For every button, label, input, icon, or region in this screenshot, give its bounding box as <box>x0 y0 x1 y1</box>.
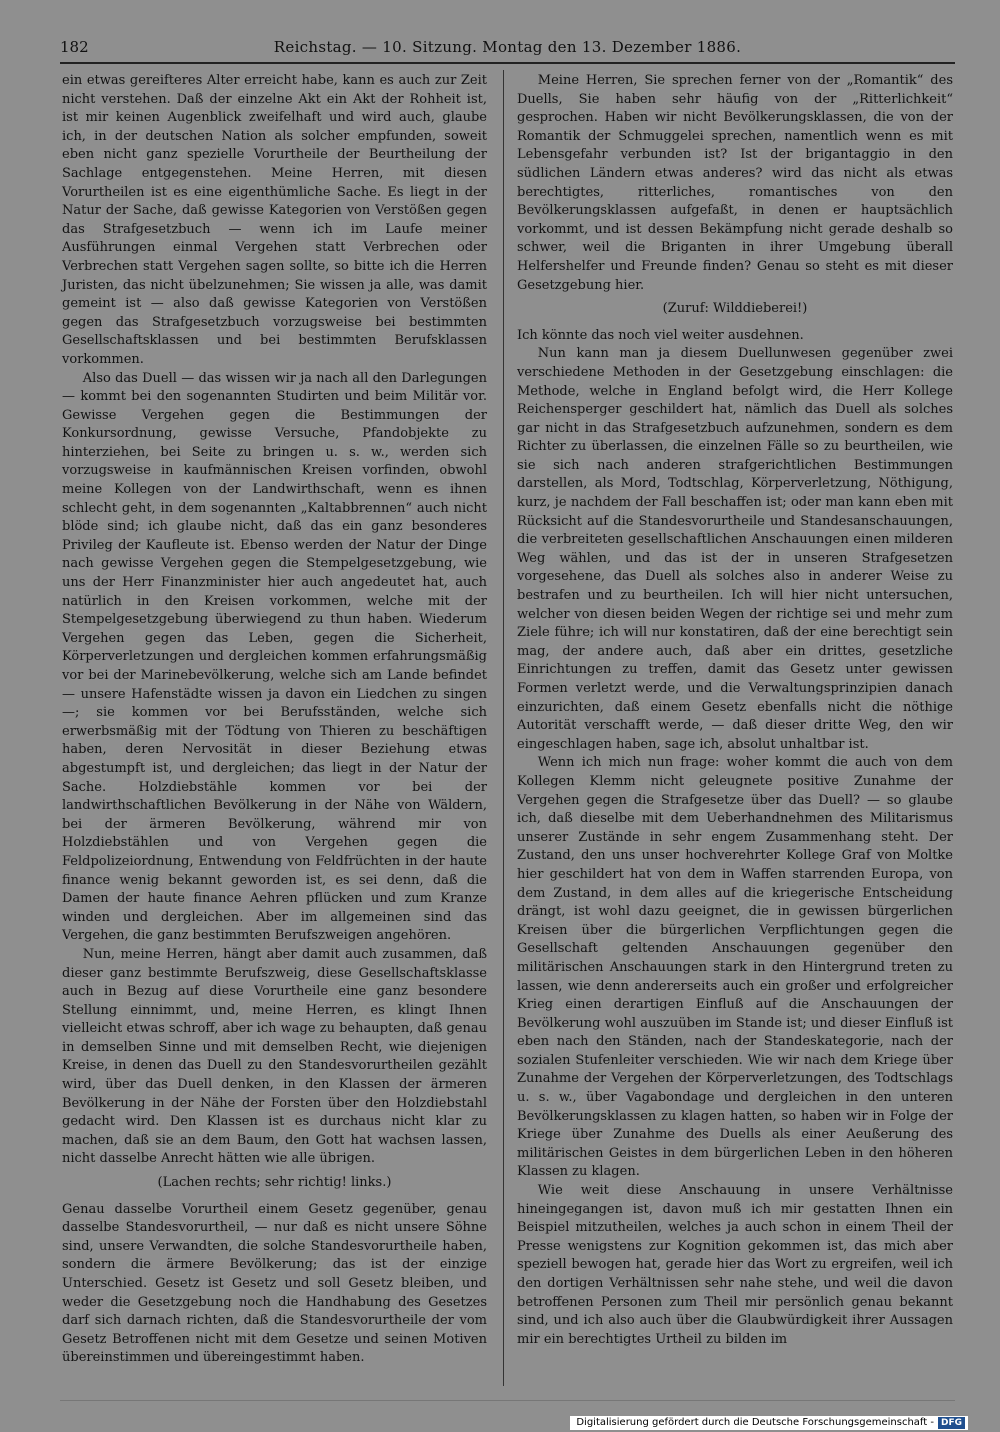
header-rule <box>60 62 955 64</box>
page-header <box>60 36 955 58</box>
credit-text: Digitalisierung gefördert durch die Deutsche Forschungsgemeinschaft - <box>576 1417 934 1428</box>
column-divider <box>503 70 504 1386</box>
paragraph: Wenn ich mich nun frage: woher kommt die auch von dem Kollegen Klemm nicht geleugnete positive Zunahme der Vergehen gegen die Strafgesetze über das Duell? — so glaube ich, daß dieselbe mit dem Ueberhandnehmen des Militarismus unserer Zustände in sehr engem Zusammenhang steht. Der Zustand, den uns unser hochverehrter Kollege Graf von Moltke hier geschildert hat von dem in Waffen starrenden Europa, von dem Zustand, in dem alles auf die kriegerische Entscheidung drängt, ist wohl dazu geeignet, die in gewissen bürgerlichen Kreisen über die bürgerlichen Verpflichtungen gegen die Gesellschaft geltenden Anschauungen gegenüber den militärischen Anschauungen stark in den Hintergrund treten zu lassen, wie denn andererseits auch ein großer und erfolgreicher Krieg einen derartigen Einfluß auf die Anschauungen der Bevölkerung wohl auszuüben im Stande ist; und dieser Einfluß ist eben nach den Ständen, nach der Standeskategorie, nach der sozialen Stufenleiter verschieden. Wie wir nach dem Kriege über Zunahme der Vergehen der Körperverletzungen, des Todtschlags u. s. w., über Vagabondage und dergleichen in den unteren Bevölkerungsklassen zu klagen hatten, so haben wir in Folge der Kriege über Zunahme des Duells als einer Aeußerung des militärischen Geistes in dem bürgerlichen Leben in den höheren Klassen zu klagen. <box>517 755 953 1180</box>
paragraph: Nun kann man ja diesem Duellunwesen gegenüber zwei verschiedene Methoden in der Gesetzgebung einschlagen: die Methode, welche in England befolgt wird, die Herr Kollege Reichensperger geschildert hat, nämlich das Duell als solches gar nicht in das Strafgesetzbuch aufzunehmen, sondern es dem Richter zu überlassen, die einzelnen Fälle so zu beurtheilen, wie sie sich nach anderen strafgerichtlichen Bestimmungen darstellen, als Mord, Todtschlag, Körperverletzung, Nöthigung, kurz, je nachdem der Fall beschaffen ist; oder man kann eben mit Rücksicht auf die Standesvorurtheile und Standesanschauungen, die verbreiteten gesellschaftlichen Anschauungen einen milderen Weg wählen, und das ist der in unseren Strafgesetzen vorgesehene, das Duell als solches also in anderer Weise zu bestrafen und zu beurtheilen. Ich will hier nicht untersuchen, welcher von diesen beiden Wegen der richtige sei und mehr zum Ziele führe; ich will nur konstatiren, daß der eine berechtigt sein mag, der andere auch, daß aber ein drittes, gesetzliche Einrichtungen zu treffen, damit das Gesetz unter gewissen Formen verletzt werde, und die Verwaltungsprinzipien danach einzurichten, daß einem Gesetz ebenfalls nicht die nöthige Autorität verschafft werde, — daß dieser dritte Weg, den wir eingeschlagen haben, sage ich, absolut unhaltbar ist. <box>517 346 953 752</box>
footer-rule <box>60 1400 955 1401</box>
interjection: (Lachen rechts; sehr richtig! links.) <box>157 1175 392 1191</box>
paragraph: Wie weit diese Anschauung in unsere Verhältnisse hineingegangen ist, davon muß ich mir gestatten Ihnen ein Beispiel mitzutheilen, welches ja auch schon in einem Theil der Presse wenigstens zur Kognition gekommen ist, das mich aber speziell bewogen hat, gerade hier das Wort zu ergreifen, weil ich den dortigen Verhältnissen sehr nahe stehe, und weil die davon betroffenen Personen zum Theil mir persönlich genau bekannt sind, und ich also auch über die Glaubwürdigkeit ihrer Aussagen mir ein berechtigtes Urtheil zu bilden im <box>517 1183 953 1347</box>
page-number: 182 <box>60 38 89 56</box>
digitization-credit <box>570 1416 968 1430</box>
paragraph: Genau dasselbe Vorurtheil einem Gesetz gegenüber, genau dasselbe Standesvorurtheil, — nur daß es nicht unsere Söhne sind, unsere Verwandten, die solche Standesvorurtheile haben, sondern die ärmere Bevölkerung; das ist der einzige Unterschied. Gesetz ist Gesetz und soll Gesetz bleiben, und weder die Gesetzgebung noch die Handhabung des Gesetzes darf sich darnach richten, daß die Standesvorurtheile der vom Gesetz Betroffenen nicht mit dem Gesetze und seinen Motiven übereinstimmen und übereingestimmt haben. <box>62 1201 487 1366</box>
paragraph: Ich könnte das noch viel weiter ausdehnen. <box>517 327 804 343</box>
paragraph: Meine Herren, Sie sprechen ferner von der „Romantik“ des Duells, Sie haben sehr häufig von der „Ritterlichkeit“ gesprochen. Haben wir nicht Bevölkerungsklassen, die von der Romantik der Schmuggelei sprechen, namentlich wenn es mit Lebensgefahr verbunden ist? Ist der brigantaggio in den südlichen Ländern etwas anderes? wird das nicht als etwas berechtigtes, ritterliches, romantisches von den Bevölkerungsklassen aufgefaßt, in denen er hauptsächlich vorkommt, und ist dessen Bekämpfung nicht gerade deshalb so schwer, weil die Briganten in ihrer Umgebung überall Helfershelfer und Freunde finden? Genau so steht es mit dieser Gesetzgebung hier. <box>517 73 953 293</box>
right-column <box>517 72 953 1349</box>
paragraph: Also das Duell — das wissen wir ja nach all den Darlegungen — kommt bei den sogenannten Studirten und beim Militär vor. Gewisse Vergehen gegen die Bestimmungen der Konkursordnung, gewisse Versuche, Pfandobjekte zu hinterziehen, bei Seite zu bringen u. s. w., werden sich vorzugsweise in kaufmännischen Kreisen vorfinden, obwohl meine Kollegen von der Landwirthschaft, wenn es ihnen schlecht geht, in dem sogenannten „Kaltabbrennen“ auch nicht blöde sind; ich glaube nicht, daß das ein ganz besonderes Privileg der Kaufleute ist. Ebenso werden der Natur der Dinge nach gewisse Vergehen gegen die Stempelgesetzgebung, wie uns der Herr Finanzminister hier auch angedeutet hat, auch natürlich in den Kreisen vorkommen, welche mit der Stempelgesetzgebung überwiegend zu thun haben. Wiederum Vergehen gegen das Leben, gegen die Sicherheit, Körperverletzungen und dergleichen kommen erfahrungsmäßig vor bei der Marinebevölkerung, welche sich am Lande befindet — unsere Hafenstädte wissen ja davon ein Liedchen zu singen —; sie kommen vor bei Berufsständen, welche sich erwerbsmäßig mit der Tödtung von Thieren zu beschäftigen haben, deren Nervosität in dieser Beziehung etwas abgestumpft ist, und dergleichen; das liegt in der Natur der Sache. Holzdiebstähle kommen vor bei der landwirthschaftlichen Bevölkerung in der Nähe von Wäldern, bei der ärmeren Bevölkerung, während mir von Holzdiebstählen und von Vergehen gegen die Feldpolizeiordnung, Entwendung von Feldfrüchten in der haute finance wenig bekannt geworden ist, es sei denn, daß die Damen der haute finance Aehren pflücken und zum Kranze winden und dergleichen. Aber im allgemeinen sind das Vergehen, die ganz bestimmten Berufszweigen angehören. <box>62 370 487 944</box>
paragraph: ein etwas gereifteres Alter erreicht habe, kann es auch zur Zeit nicht verstehen. Daß der einzelne Akt ein Akt der Rohheit ist, ist mir keinen Augenblick zweifelhaft und wird auch, glaube ich, in der deutschen Nation als solcher empfunden, soweit eben nicht ganz spezielle Vorurtheile der Beurtheilung der Sachlage entgegenstehen. Meine Herren, mit diesen Vorurtheilen ist es eine eigenthümliche Sache. Es liegt in der Natur der Sache, daß gewisse Kategorien von Verstößen gegen das Strafgesetzbuch — wenn ich im Laufe meiner Ausführungen einmal Vergehen statt Verbrechen oder Verbrechen statt Vergehen sagen sollte, so bitte ich die Herren Juristen, das nicht übelzunehmen; Sie wissen ja alle, was damit gemeint ist — also daß gewisse Kategorien von Verstößen gegen das Strafgesetzbuch vorzugsweise bei bestimmten Gesellschaftsklassen und bei bestimmten Berufsklassen vorkommen. <box>62 73 487 367</box>
left-column <box>62 72 487 1368</box>
running-title: Reichstag. — 10. Sitzung. Montag den 13. Dezember 1886. <box>273 38 742 56</box>
dfg-logo: DFG <box>938 1417 965 1429</box>
interjection: (Zuruf: Wilddieberei!) <box>662 301 808 317</box>
paragraph: Nun, meine Herren, hängt aber damit auch zusammen, daß dieser ganz bestimmte Berufszweig, diese Gesellschaftsklasse auch in Bezug auf diese Vorurtheile eine ganz besondere Stellung einnimmt, und, meine Herren, es klingt Ihnen vielleicht etwas schroff, aber ich wage zu behaupten, daß genau in demselben Sinne und mit demselben Recht, wie diejenigen Kreise, in denen das Duell zu den Standesvorurtheilen gezählt wird, über das Duell denken, in den Klassen der ärmeren Bevölkerung in der Nähe der Forsten über den Holzdiebstahl gedacht wird. Den Klassen ist es durchaus nicht klar zu machen, daß sie an dem Baum, den Gott hat wachsen lassen, nicht dasselbe Anrecht hätten wie alle übrigen. <box>62 946 487 1167</box>
